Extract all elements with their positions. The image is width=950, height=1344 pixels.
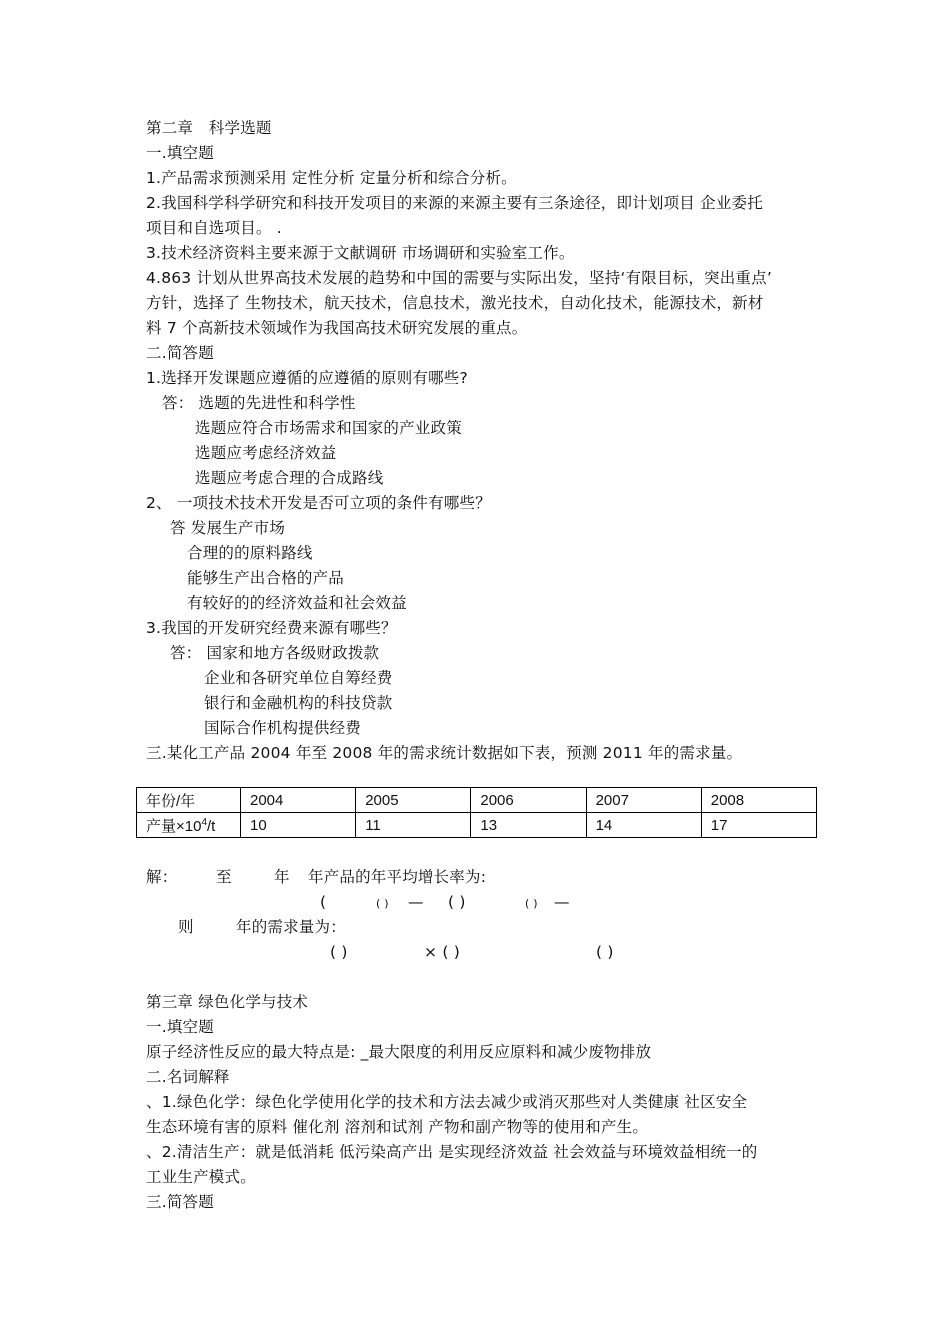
fill-item-2: 2.我国科学科学研究和科技开发项目的来源的来源主要有三条途径，即计划项目 企业委托 [146,194,763,212]
question-1: 1.选择开发课题应遵循的应遵循的原则有哪些? [146,369,468,387]
formula-part: ( ) [448,893,466,911]
answer-3-line-3: 银行和金融机构的科技贷款 [204,694,393,712]
table-header-cell: 产量$\times 10^4/t$ [137,813,241,838]
answer-2-line-1: 答 发展生产市场 [170,519,286,537]
solution-label: 解： [146,868,178,886]
fill-item-4-cont2: 料 7 个高新技术领域作为我国高技术研究发展的重点。 [146,319,528,337]
table-cell: 13 [471,813,586,838]
formula-part: ( ) [596,943,614,961]
formula-part: × ( ) [424,943,460,961]
term-1-cont: 生态环境有害的原料 催化剂 溶剂和试剂 产物和副产物等的使用和产生。 [146,1118,649,1136]
section-heading-fill: 一.填空题 [146,144,214,162]
formula-part: ( ) [330,943,348,961]
solution-text: 年的需求量为： [236,918,346,936]
question-2: 2、 一项技术技术开发是否可立项的条件有哪些？ [146,494,491,512]
table-cell: 2008 [701,788,816,813]
answer-2-line-3: 能够生产出合格的产品 [187,569,345,587]
section-heading-terms: 二.名词解释 [146,1068,230,1086]
formula-part: — [408,893,424,911]
demand-table [136,787,817,838]
answer-1-line-4: 选题应考虑合理的合成路线 [195,469,384,487]
term-2-cont: 工业生产模式。 [146,1168,256,1186]
answer-3-line-4: 国际合作机构提供经费 [204,719,362,737]
section-heading-short: 二.简答题 [146,344,214,362]
term-1: 、1.绿色化学：绿色化学使用化学的技术和方法去减少或消灭那些对人类健康 社区安全 [146,1093,748,1111]
answer-1-line-3: 选题应考虑经济效益 [195,444,337,462]
solution-text: 至 [216,868,232,886]
table-cell: 2004 [241,788,356,813]
solution-text: 年产品的年平均增长率为: [308,868,487,886]
answer-1-line-2: 选题应符合市场需求和国家的产业政策 [195,419,462,437]
formula-part: ( [320,893,327,911]
solution-text: 则 [178,918,194,936]
chapter-2-title: 第二章 科学选题 [146,119,272,137]
question-3: 3.我国的开发研究经费来源有哪些？ [146,619,397,637]
answer-3-line-1: 答： 国家和地方各级财政拨款 [170,644,380,662]
table-cell: 2005 [356,788,471,813]
fill-item-2-cont: 项目和自选项目。 . [146,219,282,237]
table-row [137,788,817,813]
calc-question: 三.某化工产品 2004 年至 2008 年的需求统计数据如下表，预测 2011 年的需求量。 [146,744,743,762]
fill-item-1: 1.产品需求预测采用 定性分析 定量分析和综合分析。 [146,169,517,187]
term-2: 、2.清洁生产：就是低消耗 低污染高产出 是实现经济效益 社会效益与环境效益相统一的 [146,1143,758,1161]
table-cell: 17 [701,813,816,838]
table-cell: 11 [356,813,471,838]
formula-part: ( ) [376,897,389,910]
table-cell: 2007 [586,788,701,813]
answer-2-line-2: 合理的的原料路线 [187,544,313,562]
table-cell: 14 [586,813,701,838]
answer-1-line-1: 答： 选题的先进性和科学性 [162,394,356,412]
formula-part: ( ) [525,897,538,910]
section-heading-short: 三.简答题 [146,1193,214,1211]
table-row [137,813,817,838]
section-heading-fill: 一.填空题 [146,1018,214,1036]
answer-2-line-4: 有较好的的经济效益和社会效益 [187,594,407,612]
table-cell: 2006 [471,788,586,813]
fill-item-3: 3.技术经济资料主要来源于文献调研 市场调研和实验室工作。 [146,244,575,262]
solution-text: 年 [274,868,290,886]
table-header-cell: 年份/年 [137,788,241,813]
formula-part: — [554,893,570,911]
table-cell: 10 [241,813,356,838]
answer-3-line-2: 企业和各研究单位自筹经费 [204,669,393,687]
chapter-3-title: 第三章 绿色化学与技术 [146,993,309,1011]
fill-item-4-cont: 方针，选择了 生物技术，航天技术，信息技术，激光技术，自动化技术，能源技术，新材 [146,294,764,312]
fill-item: 原子经济性反应的最大特点是: _最大限度的利用反应原料和减少废物排放 [146,1043,652,1061]
fill-item-4: 4.863 计划从世界高技术发展的趋势和中国的需要与实际出发，坚持‘有限目标，突出重点’ [146,269,772,287]
